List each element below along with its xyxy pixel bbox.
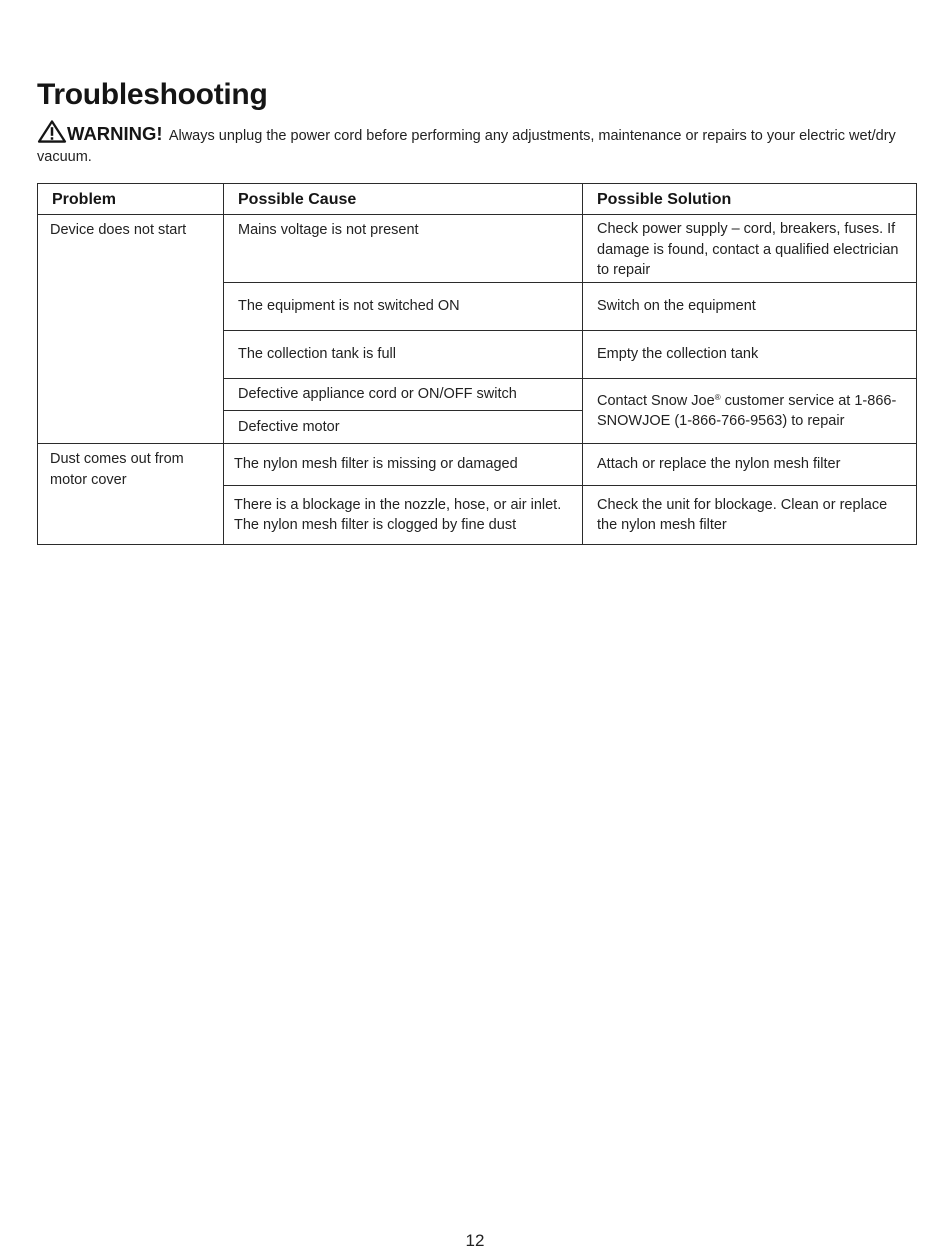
problem-cell: Dust comes out from motor cover — [38, 444, 224, 545]
cause-cell: The equipment is not switched ON — [224, 283, 583, 331]
warning-text: Always unplug the power cord before performing any adjustments, maintenance or repairs to your electric wet/dry vacuum. — [37, 128, 896, 165]
solution-text: Contact Snow Joe — [597, 392, 715, 409]
page-title: Troubleshooting — [37, 78, 268, 111]
cause-cell: Defective appliance cord or ON/OFF switch — [224, 379, 583, 411]
solution-cell: Switch on the equipment — [583, 283, 917, 331]
solution-text: customer service at 1-866-SNOWJOE (1-866-766-9563) to repair — [597, 392, 897, 429]
solution-cell: Attach or replace the nylon mesh filter — [583, 444, 917, 486]
table-header-row — [38, 184, 917, 215]
table-row — [38, 444, 917, 486]
solution-cell: Empty the collection tank — [583, 331, 917, 379]
header-possible-solution: Possible Solution — [583, 184, 917, 215]
page-number: 12 — [465, 1231, 485, 1250]
cause-cell: The nylon mesh filter is missing or damaged — [224, 444, 583, 486]
warning-notice — [37, 120, 897, 168]
warning-triangle-icon — [37, 120, 67, 143]
troubleshooting-table — [37, 183, 917, 545]
cause-cell: Mains voltage is not present — [224, 215, 583, 283]
solution-cell — [583, 379, 917, 444]
solution-cell: Check power supply – cord, breakers, fuses. If damage is found, contact a qualified electrician to repair — [583, 215, 917, 283]
table-row — [38, 215, 917, 283]
registered-mark: ® — [714, 392, 721, 402]
cause-cell: Defective motor — [224, 411, 583, 444]
warning-label: WARNING! — [67, 123, 163, 144]
header-problem: Problem — [38, 184, 224, 215]
cause-cell: The collection tank is full — [224, 331, 583, 379]
cause-cell: There is a blockage in the nozzle, hose, or air inlet. The nylon mesh filter is clogged by fine dust — [224, 486, 583, 545]
header-possible-cause: Possible Cause — [224, 184, 583, 215]
problem-cell: Device does not start — [38, 215, 224, 444]
solution-cell: Check the unit for blockage. Clean or replace the nylon mesh filter — [583, 486, 917, 545]
